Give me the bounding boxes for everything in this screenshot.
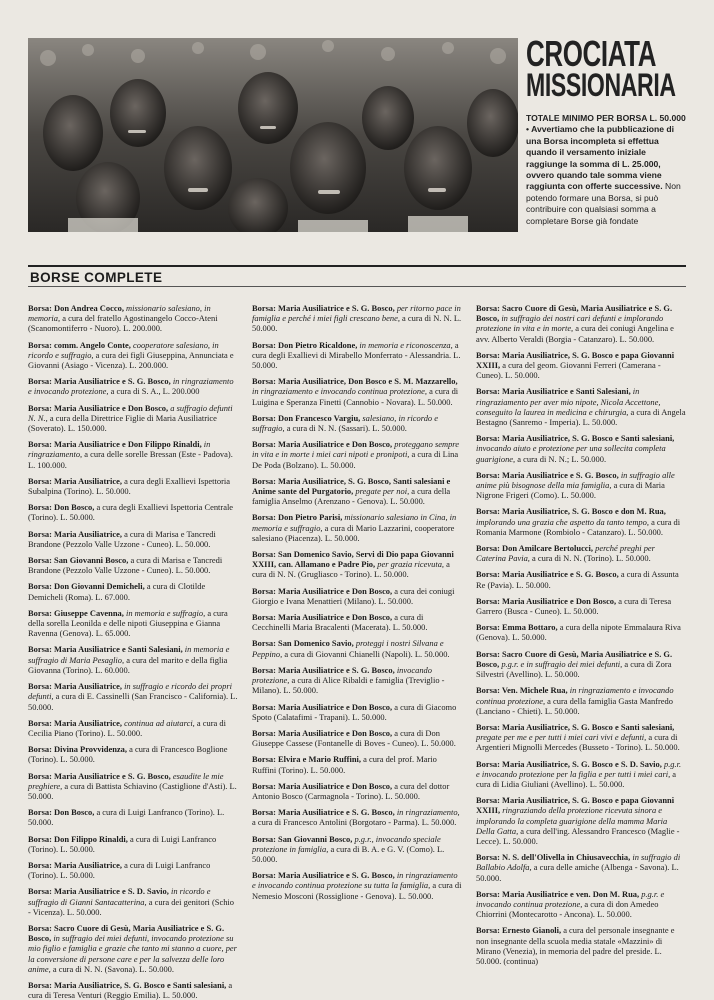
borsa-donor: a cura di N. N. L. 50.000. xyxy=(252,313,462,334)
borsa-name: Borsa: Don Francesco Vargiu, xyxy=(252,412,361,423)
borsa-intention: in ringraziamento e invocando continua protezione, xyxy=(252,386,427,397)
borsa-entry xyxy=(252,612,462,632)
borsa-donor: a cura di Luigi Lanfranco (Torino). L. 50.000. xyxy=(28,833,217,854)
borsa-entry xyxy=(476,852,686,883)
intro-normal: Non potendo formare una Borsa, si può contribuire con qualsiasi somma a completare Borse già fondate xyxy=(526,181,681,226)
borsa-intention: salesiano, in ricordo e suffragio, xyxy=(252,412,439,434)
borsa-intention: in memoria e suffragio di Maria Pesaglio, xyxy=(28,644,230,665)
borsa-donor: a cura di Assunta Re (Pavia). L. 50.000. xyxy=(476,569,679,590)
borsa-intention: per grazia ricevuta, xyxy=(377,559,445,570)
borsa-entry xyxy=(28,403,238,434)
borsa-name: Borsa: Don Andrea Cocco, xyxy=(28,303,124,313)
borsa-name: Borsa: Maria Ausiliatrice e Don Filippo Rinaldi, xyxy=(28,439,202,450)
borsa-name: Borsa: San Giovanni Bosco, xyxy=(28,555,129,566)
borsa-donor: a cura di Giovanni Chianelli (Napoli). L. 50.000. xyxy=(284,648,450,659)
borsa-name: Borsa: Don Filippo Rinaldi, xyxy=(28,833,128,844)
column-2 xyxy=(252,303,462,963)
borsa-donor: a cura degli Exallievi Ispettoria Subalpina (Torino). L. 50.000. xyxy=(28,475,230,497)
borsa-entry xyxy=(252,870,462,901)
borsa-intention: proteggi i nostri Silvana e Peppino, xyxy=(252,638,444,659)
borsa-donor: a cura della famiglia Anselmo (Arenzano - Genova). L. 50.000. xyxy=(252,486,451,507)
borsa-name: Borsa: Maria Ausiliatrice e Don Bosco, xyxy=(252,585,393,596)
borsa-name: Borsa: Maria Ausiliatrice, S. G. Bosco e Santi salesiani, xyxy=(28,979,227,990)
borsa-donor: a cura del marito e della figlia Giovanna (Torino). L. 60.000. xyxy=(28,654,228,675)
borsa-donor: a cura di S. A., L. 200.000 xyxy=(110,386,200,397)
borsa-donor: a cura di Angela Bestagno (Sanremo - Imperia). L. 50.000. xyxy=(476,406,686,428)
borsa-entry xyxy=(252,476,462,507)
borsa-entry xyxy=(28,340,238,371)
borsa-intention: in ricordo e suffragio di Gianni Santacatterina, xyxy=(28,886,211,907)
borsa-entry xyxy=(252,303,462,334)
borsa-name: Borsa: San Giovanni Bosco, xyxy=(252,833,353,844)
borsa-name: Borsa: Maria Ausiliatrice, xyxy=(28,528,122,539)
borsa-donor: a cura di E. Cassinelli (San Francisco - California). L. 50.000. xyxy=(28,691,238,712)
borsa-name: Borsa: Sacro Cuore di Gesù, Maria Ausiliatrice e S. G. Bosco, xyxy=(476,303,673,324)
borsa-entry xyxy=(476,506,686,537)
borsa-name: Borsa: Maria Ausiliatrice e Don Bosco, xyxy=(252,701,393,712)
borsa-entry xyxy=(252,549,462,580)
borsa-donor: a cura di Giacomo Spoto (Calatafimi - Trapani). L. 50.000. xyxy=(252,701,457,722)
borsa-name: Borsa: Don Giovanni Demicheli, xyxy=(28,581,145,592)
borsa-entry xyxy=(252,512,462,543)
borsa-donor: a cura di Alice Ribaldi e famiglia (Treviglio - Milano). L. 50.000. xyxy=(252,675,445,696)
borsa-name: Borsa: Maria Ausiliatrice, S. G. Bosco e papa Giovanni XXIII, xyxy=(476,795,675,816)
borsa-intention: missionario salesiano, in memoria, xyxy=(28,303,211,324)
borsa-name: Borsa: Maria Ausiliatrice e S. G. Bosco, xyxy=(252,807,395,818)
borsa-donor: a cura di N. N. (Savona). L. 50.000. xyxy=(52,963,174,974)
borsa-name: Borsa: Maria Ausiliatrice, S. G. Bosco e Santi salesiani, xyxy=(476,433,675,444)
borsa-name: Borsa: Maria Ausiliatrice e S. G. Bosco, xyxy=(28,770,171,781)
borsa-intention: invocando aiuto e protezione per una sollecita completa guarigione, xyxy=(476,443,666,464)
borsa-donor: a cura di Marisa e Tancredi Brandone (Pezzolo Valle Uzzone - Cuneo). L. 50.000. xyxy=(28,528,216,549)
section-title: BORSE COMPLETE xyxy=(30,270,163,285)
borsa-donor: a cura di Teresa Venturi (Reggio Emilia). L. 50.000. xyxy=(28,979,233,1000)
borsa-name: Borsa: Maria Ausiliatrice e S. G. Bosco, xyxy=(476,569,619,580)
borsa-name: Borsa: Don Bosco, xyxy=(28,502,95,513)
borsa-entry xyxy=(252,702,462,722)
borsa-entry xyxy=(28,980,238,1000)
borsa-intention: in ringraziamento e invocando protezione, xyxy=(28,376,234,397)
borsa-entry xyxy=(476,303,686,344)
borsa-name: Borsa: Maria Ausiliatrice e S. D. Savio, xyxy=(28,886,169,897)
borsa-entry xyxy=(476,649,686,680)
borsa-entry xyxy=(28,608,238,639)
borsa-name: Borsa: San Domenico Savio, Servi di Dio papa Giovanni XXIII, can. Allamano e Padre Pio, xyxy=(252,549,454,570)
borsa-name: Borsa: Maria Ausiliatrice, Don Bosco e S. M. Mazzarello, xyxy=(252,376,458,387)
borsa-name: Borsa: Maria Ausiliatrice e S. G. Bosco, xyxy=(28,376,171,387)
borsa-intention: invocando protezione, xyxy=(252,664,432,686)
borsa-donor: a cura dei figli Giuseppina, Annunciata e Giovanni (Asiago - Vicenza). L. 200.000. xyxy=(28,349,234,371)
borsa-name: Borsa: Elvira e Mario Ruffini, xyxy=(252,754,361,765)
borsa-intention: in ringraziamento per aver mio nipote, Nicola Accettone, conseguito la laurea in medicina e chirurgia, xyxy=(476,386,661,417)
borsa-entry xyxy=(252,728,462,748)
borsa-donor: a cura dei coniugi Angelina e avv. Alberto Veraldi (Borgia - Catanzaro). L. 50.000. xyxy=(476,323,674,344)
borsa-intention: cooperatore salesiano, in ricordo e suffragio, xyxy=(28,339,219,360)
children-photo-icon xyxy=(28,38,518,232)
borsa-name: Borsa: Don Pietro Ricaldone, xyxy=(252,339,358,350)
borsa-entry xyxy=(476,925,686,966)
borsa-donor: a cura dei coniugi Giorgio e Ivana Menattieri (Milano). L. 50.000. xyxy=(252,585,455,606)
borsa-entry xyxy=(476,759,686,790)
borsa-donor: a cura di Nemesio Mosconi (Rossiglione - Genova). L. 50.000. xyxy=(252,880,462,901)
borsa-entry xyxy=(252,665,462,696)
borsa-name: Borsa: comm. Angelo Conte, xyxy=(28,339,131,350)
borsa-name: Borsa: Ven. Michele Rua, xyxy=(476,685,568,696)
borsa-entry xyxy=(28,807,238,827)
borsa-intention: a suffragio defunti N. N., xyxy=(28,402,233,423)
borsa-donor: a cura di N. N. (Grugliasco - Torino). L. 50.000. xyxy=(252,559,450,580)
borsa-donor: a cura di Luigina e Speranza Finetti (Cannobio - Novara). L. 50.000. xyxy=(252,386,459,407)
borsa-name: Borsa: Maria Ausiliatrice, S. G. Bosco e papa Giovanni XXIII, xyxy=(476,349,675,371)
borsa-name: Borsa: Maria Ausiliatrice e Don Bosco, xyxy=(252,439,393,450)
borsa-donor: a cura delle sorelle Bressan (Este - Padova). L. 100.000. xyxy=(28,449,233,470)
borsa-donor: a cura di Lidia Giuliani (Avellino). L. 50.000. xyxy=(476,768,677,789)
borsa-donor: a cura delle amiche (Albenga - Savona). L. 50.000. xyxy=(476,862,679,883)
borsa-name: Borsa: Maria Ausiliatrice e S. G. Bosco, xyxy=(252,664,395,675)
borsa-intention: ringraziando della protezione ricevuta sinora e implorando la completa guarigione della mamma Maria Della Gatta, xyxy=(476,805,668,836)
borsa-donor: a cura dei genitori (Schio - Vicenza). L. 50.000. xyxy=(28,896,235,917)
borsa-name: Borsa: Maria Ausiliatrice e S. G. Bosco, xyxy=(252,303,395,313)
borsa-donor: a cura degli Exallievi di Mirabello Monferrato - Alessandria. L. 50.000. xyxy=(252,339,461,371)
borsa-entry xyxy=(28,529,238,549)
borsa-name: Borsa: Emma Bottaro, xyxy=(476,622,558,633)
borsa-entry xyxy=(28,718,238,738)
borsa-entry xyxy=(476,386,686,427)
borsa-entry xyxy=(28,771,238,802)
borsa-entry xyxy=(28,923,238,974)
borsa-intention: p.g.r. e invocando protezione per la figlia e per tutti i miei cari, xyxy=(476,758,682,779)
borsa-entry xyxy=(28,476,238,496)
borsa-intention: in suffragio e ricordo dei propri defunti, xyxy=(28,681,232,702)
borsa-entry xyxy=(28,644,238,675)
borsa-donor: a cura della nipote Emmalaura Riva (Genova). L. 50.000. xyxy=(476,622,681,643)
borsa-entry xyxy=(28,834,238,854)
borsa-name: Borsa: Maria Ausiliatrice e S. G. Bosco, xyxy=(476,469,619,480)
borsa-entry xyxy=(252,376,462,407)
borsa-name: Borsa: Maria Ausiliatrice, xyxy=(28,717,122,728)
borsa-donor: a cura di Francesco Antolini (Borgotaro - Parma). L. 50.000. xyxy=(252,817,457,828)
borsa-entry xyxy=(476,543,686,563)
borsa-donor: a cura di Luigi Lanfranco (Torino). L. 50.000. xyxy=(28,859,211,881)
borsa-intention: implorando una grazia che aspetto da tanto tempo, xyxy=(476,516,649,527)
borsa-entry xyxy=(252,834,462,865)
borsa-name: Borsa: Maria Ausiliatrice e Don Bosco, xyxy=(252,780,393,791)
borsa-entry xyxy=(252,807,462,827)
section-header xyxy=(28,265,686,287)
borsa-intention: missionario salesiano in Cina, in memoria e suffragio, xyxy=(252,512,457,533)
borsa-name: Borsa: Maria Ausiliatrice, S. G. Bosco, Santi salesiani e Anime sante del Purgatorio, xyxy=(252,475,451,497)
borsa-donor: a cura della famiglia Gasta Manfredo (Lanciano - Chieti). L. 50.000. xyxy=(476,695,673,716)
borsa-entry xyxy=(252,340,462,371)
title-line-1: CROCIATA xyxy=(526,33,657,74)
borsa-donor: a cura di Luigi Lanfranco (Torino). L. 50.000. xyxy=(28,807,225,828)
borsa-donor: a cura di Don Giuseppe Cassese (Fontanelle di Boves - Cuneo). L. 50.000. xyxy=(252,727,456,749)
borsa-entry xyxy=(476,596,686,616)
borsa-intention: in suffragio alle anime più bisognose della mia famiglia, xyxy=(476,469,675,491)
borsa-name: Borsa: Maria Ausiliatrice e Don Bosco, xyxy=(476,595,617,606)
borsa-name: Borsa: Don Amilcare Bertolucci, xyxy=(476,543,594,554)
borsa-intention: p.g.r. e invocando continua protezione, xyxy=(476,888,665,909)
borsa-entry xyxy=(476,569,686,589)
column-1 xyxy=(28,303,238,1000)
borsa-intention: in ringraziamento, xyxy=(28,439,211,460)
column-3 xyxy=(476,303,686,966)
borsa-entry xyxy=(476,685,686,716)
borsa-name: Borsa: Sacro Cuore di Gesù, Maria Ausiliatrice e S. G. Bosco, xyxy=(476,648,673,669)
borsa-entry xyxy=(28,860,238,880)
borsa-donor: a cura di N. N. (Torino). L. 50.000. xyxy=(532,553,651,564)
borsa-intention: continua ad aiutarci, xyxy=(124,717,195,728)
borsa-entry xyxy=(28,376,238,396)
borsa-name: Borsa: Maria Ausiliatrice e Don Bosco, xyxy=(252,612,393,623)
borsa-entry xyxy=(252,754,462,774)
borse-columns xyxy=(28,303,686,1000)
borsa-intention: proteggano sempre in vita e in morte i miei cari nipoti e pronipoti, xyxy=(252,439,460,460)
borsa-intention: in suffragio dei miei defunti, invocando protezione su mio figlio e famiglia e grazie che tanto mi stanno a cuore, per la conversione di persone care e per la salvezza delle loro anime, xyxy=(28,933,237,974)
borsa-intention: in memoria e suffragio, xyxy=(125,607,206,618)
borsa-name: Borsa: Maria Ausiliatrice e ven. Don M. Rua, xyxy=(476,888,640,899)
borsa-name: Borsa: Sacro Cuore di Gesù, Maria Ausiliatrice e S. G. Bosco, xyxy=(28,922,225,944)
borsa-donor: a cura del prof. Mario Ruffini (Torino). L. 50.000. xyxy=(252,754,437,775)
borsa-entry xyxy=(252,413,462,433)
borsa-donor: a cura di Lina De Poda (Bolzano). L. 50.000. xyxy=(252,449,459,470)
borsa-donor: a cura di Battista Schiavino (Castiglione d'Asti). L. 50.000. xyxy=(28,780,237,801)
borsa-entry xyxy=(28,555,238,575)
borsa-intention: in suffragio di Ballabio Adolfa, xyxy=(476,852,681,873)
borsa-intention: in ringraziamento e invocando continua protezione, xyxy=(476,685,674,706)
borsa-donor: a cura di Cecilia Piano (Torino). L. 50.000. xyxy=(28,717,226,738)
borsa-name: Borsa: Don Bosco, xyxy=(28,807,95,818)
borsa-intention: in memoria e riconoscenza, xyxy=(359,339,453,350)
borsa-entry xyxy=(252,781,462,801)
borsa-donor: a cura di Marisa e Tancredi Brandone (Pezzolo Valle Uzzone - Cuneo). L. 50.000. xyxy=(28,555,223,576)
borsa-name: Borsa: Maria Ausiliatrice e Santi Salesiani, xyxy=(476,386,631,397)
section-rule-bottom xyxy=(28,286,686,287)
borsa-intention: p.g.r., invocando speciale protezione in famiglia, xyxy=(252,833,441,854)
borsa-intention: esaudite le mie preghiere, xyxy=(28,770,224,791)
borsa-donor: a cura di Zora Silvestri (Avellino). L. 50.000. xyxy=(476,658,672,680)
borsa-donor: a cura dell'ing. Alessandro Francesco (Maglie - Lecce). L. 50.000. xyxy=(476,825,680,846)
borsa-entry xyxy=(28,681,238,712)
title-line-2: MISSIONARIA xyxy=(526,67,676,103)
borsa-entry xyxy=(476,722,686,753)
borsa-entry xyxy=(476,795,686,846)
borsa-name: Borsa: Maria Ausiliatrice, S. G. Bosco e don M. Rua, xyxy=(476,506,666,517)
borsa-entry xyxy=(28,303,238,334)
borsa-donor: a cura del personale insegnante e non insegnante della scuola media statale «Mazzini» di Mirano (Venezia), in memoria del padre del preside. L. 50.000. (continua) xyxy=(476,925,675,966)
borsa-donor: a cura di don Amedeo Chiorrini (Montecarotto - Ancona). L. 50.000. xyxy=(476,898,659,920)
borsa-name: Borsa: Maria Ausiliatrice, xyxy=(28,859,122,870)
borsa-entry xyxy=(28,744,238,764)
borsa-name: Borsa: Maria Ausiliatrice e Santi Salesiani, xyxy=(28,644,183,655)
borsa-entry xyxy=(252,638,462,658)
borsa-donor: a cura di Teresa Garrero (Busca - Cuneo). L. 50.000. xyxy=(476,595,672,617)
borsa-donor: a cura di Mario Lazzarini, cooperatore salesiano (Piacenza). L. 50.000. xyxy=(252,522,455,543)
borsa-entry xyxy=(28,581,238,601)
borsa-donor: a cura di Clotilde Demicheli (Roma). L. 67.000. xyxy=(28,581,206,602)
borsa-intention: pregate per noi, xyxy=(355,486,410,497)
borsa-donor: a cura di Romania Marmone (Rombiolo - Catanzaro). L. 50.000. xyxy=(476,516,681,537)
borsa-intention: in ringraziamento e invocando continua protezione su tutta la famiglia, xyxy=(252,870,458,891)
borsa-name: Borsa: San Domenico Savio, xyxy=(252,638,354,649)
borsa-donor: a cura di N. N.; L. 50.000. xyxy=(517,453,607,464)
borsa-donor: a cura del dottor Antonio Bosco (Carmagnola - Torino). L. 50.000. xyxy=(252,780,450,801)
borsa-donor: a cura del geom. Giovanni Ferreri (Camerana - Cuneo). L. 50.000. xyxy=(476,360,661,381)
borsa-donor: a cura di B. A. e G. V. (Como). L. 50.000. xyxy=(252,843,445,864)
borsa-name: Borsa: Maria Ausiliatrice e Don Bosco, xyxy=(28,402,169,413)
borsa-name: Borsa: Maria Ausiliatrice, xyxy=(28,681,122,692)
borsa-entry xyxy=(476,470,686,501)
missionary-photo xyxy=(28,38,518,232)
borsa-entry xyxy=(28,886,238,917)
borsa-intention: in ringraziamento, xyxy=(396,807,460,818)
borsa-entry xyxy=(28,502,238,522)
borsa-donor: a cura di Maria Nigrone Frigeri (Como). L. 50.000. xyxy=(476,480,665,501)
borsa-donor: a cura del fratello Agostinangelo Cocco-Ateni (Scanomontiferro - Nuoro). L. 200.000. xyxy=(28,313,218,334)
borsa-intention: in suffragio dei nostri cari defunti e implorando protezione in vita e in morte, xyxy=(476,313,664,334)
borsa-donor: a cura degli Exallievi Ispettoria Centrale (Torino). L. 50.000. xyxy=(28,502,234,523)
borsa-entry xyxy=(476,889,686,920)
borsa-name: Borsa: Maria Ausiliatrice, S. G. Bosco e S. D. Savio, xyxy=(476,758,662,769)
borsa-intention: per ritorno pace in famiglia e perché i miei figli crescano bene, xyxy=(252,303,461,324)
borsa-entry xyxy=(252,439,462,470)
borsa-name: Borsa: Maria Ausiliatrice e S. G. Bosco, xyxy=(252,870,395,881)
borsa-name: Borsa: Divina Provvidenza, xyxy=(28,744,127,755)
borsa-entry xyxy=(476,622,686,642)
borsa-name: Borsa: Maria Ausiliatrice, S. G. Bosco e Santi salesiani, xyxy=(476,721,675,732)
borsa-donor: a cura della Direttrice Figlie di Maria Ausiliatrice (Soverato). L. 150.000. xyxy=(28,412,217,434)
borsa-donor: a cura di N. N. (Sassari). L. 50.000. xyxy=(286,423,407,434)
borsa-intention: p.g.r. e in suffragio dei miei defunti, xyxy=(501,658,623,669)
borsa-name: Borsa: Maria Ausiliatrice, xyxy=(28,475,122,486)
borsa-name: Borsa: N. S. dell'Olivella in Chiusavecchia, xyxy=(476,852,631,863)
borsa-intention: perché preghi per Caterina Pavia, xyxy=(476,543,655,564)
intro-bold: TOTALE MINIMO PER BORSA L. 50.000 • Avvertiamo che la pubblicazione di una Borsa incompleta si effettua quando il versamento iniziale raggiunge la somma di L. 25.000, ovvero quando tale somma viene raggiunta con offerte successive. xyxy=(526,113,686,192)
borsa-name: Borsa: Giuseppe Cavenna, xyxy=(28,607,124,618)
borsa-entry xyxy=(28,439,238,470)
borsa-name: Borsa: Maria Ausiliatrice e Don Bosco, xyxy=(252,727,393,738)
intro-text xyxy=(526,113,686,227)
borsa-donor: a cura della sorella Leonilda e delle nipoti Giuseppina e Gianna Ravenna (Genova). L. 65.000. xyxy=(28,607,228,639)
borsa-donor: a cura di Francesco Boglione (Torino). L. 50.000. xyxy=(28,744,228,765)
borsa-donor: a cura di Argentieri Mignolli Mercedes (Busseto - Torino). L. 50.000. xyxy=(476,732,680,753)
borsa-donor: a cura di Cecchinelli Maria Bracalenti (Macerata). L. 50.000. xyxy=(252,612,428,633)
borsa-intention: pregate per me e per tutti i miei cari vivi e defunti, xyxy=(476,732,647,743)
borsa-entry xyxy=(252,586,462,606)
borsa-name: Borsa: Don Pietro Parisi, xyxy=(252,512,343,523)
borsa-entry xyxy=(476,433,686,464)
borsa-entry xyxy=(476,350,686,381)
borsa-name: Borsa: Ernesto Gianoli, xyxy=(476,925,562,936)
page-title xyxy=(526,33,676,103)
